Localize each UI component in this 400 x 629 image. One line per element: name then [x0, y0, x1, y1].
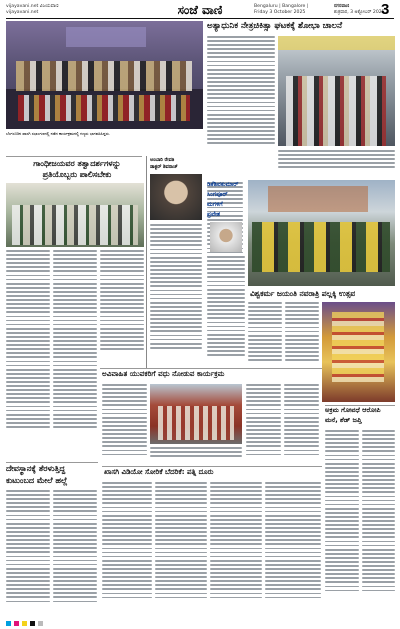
- convocation-photo: [6, 21, 203, 129]
- vishwakarma-headline: ವಿಶ್ವಕರ್ಮ ಜಯಂತಿ ನವರಾತ್ರಿ ಪಲ್ಲಕ್ಕಿ ಉತ್ಸವ: [250, 289, 356, 298]
- header-website: vijayavani.net: [6, 10, 39, 15]
- header-city: Bengaluru | Bangalore |: [254, 4, 309, 9]
- video-body-col3: [210, 482, 262, 616]
- temple-body-col1: [6, 490, 50, 616]
- temple-rule: [6, 462, 98, 463]
- matchmaking-body-col4: [284, 384, 319, 462]
- dks-body-col: [207, 256, 245, 368]
- registration-marks: [6, 620, 394, 626]
- reg-mark-yellow: [22, 621, 27, 626]
- gandhi-event-photo: [6, 183, 144, 247]
- header-date: Friday 3 October 2025: [254, 10, 306, 15]
- palanquin-photo: [322, 302, 395, 402]
- eye-clinic-headline: ಅತ್ಯಾಧುನಿಕ ನೇತ್ರಚಿಕಿತ್ಸಾ ಘಟಕಕ್ಕೆ ಶೋಭಾ ಚಾಲನೆ: [207, 21, 343, 31]
- masthead-title: ಸಂಜೆ ವಾಣಿ: [177, 3, 223, 17]
- matchmaking-headline: ಅವಿವಾಹಿತ ಯುವಕರಿಗೆ ವಧು ನೋಡುವ ಕಾರ್ಯಕ್ರಮ: [102, 369, 225, 378]
- reg-mark-magenta: [14, 621, 19, 626]
- video-rule: [102, 466, 322, 467]
- cow-headline-line1: ಅಕ್ರಮ ಗೋವಧೆ ಆರೋಪಿ: [325, 406, 381, 414]
- reg-mark-cyan: [6, 621, 11, 626]
- gandhi-body-col1: [6, 250, 50, 440]
- video-threat-headline: ಖಾಸಗಿ ವಿಡಿಯೋ ಸೋರಿಕೆ ಬೆದರಿಕೆ: ಪತ್ನಿ ದೂರು: [104, 468, 214, 476]
- gandhi-headline-line2: ಪ್ರತಿಯೊಬ್ಬರು ಪಾಲಿಸಬೇಕು: [42, 170, 112, 179]
- sidebar-title-1: ಅಂಬಾರಿ ರೇವತಿ: [150, 158, 175, 163]
- video-body-col4: [265, 482, 321, 616]
- vidhana-soudha-caption: [150, 447, 242, 463]
- vidhana-soudha-photo: [150, 384, 242, 444]
- dks-headline-1: ಡಿಕೆಶಿವಕುಮಾರ್: [207, 181, 239, 188]
- convocation-caption: ಬೆಂಗಳೂರಿನ ಖಾಸಗಿ ಸಭಾಂಗಣದಲ್ಲಿ ನಡೆದ ಕಾರ್ಯಕ್ರಮದಲ್ಲಿ ಗಣ್ಯರು ಭಾಗವಹಿಸಿದ್ದರು.: [6, 131, 110, 136]
- sidebar-portrait: [150, 174, 202, 220]
- vishwakarma-body-col1: [248, 302, 282, 368]
- gandhi-body-col3: [100, 250, 144, 362]
- matchmaking-body-col1: [102, 384, 147, 462]
- autorickshaw-photo: [248, 180, 395, 286]
- eye-clinic-photo: [278, 36, 395, 146]
- gandhi-body-col2: [53, 250, 97, 440]
- video-body-col1: [102, 482, 152, 616]
- temple-headline-line2: ಕುಟುಂಬದ ಮೇಲೆ ಹಲ್ಲೆ: [6, 476, 68, 485]
- sidebar-title-2: ಡಾಕ್ಟರ್ ಶಿವರಾಜ್: [150, 165, 178, 170]
- cow-body-col2: [362, 430, 395, 616]
- page-number: 3: [381, 1, 390, 18]
- video-body-col2: [155, 482, 207, 616]
- dks-headline-3: ಮಗಳಿಗೆ: [207, 201, 223, 208]
- temple-body-col2: [53, 490, 97, 616]
- vishwakarma-body-col2: [285, 302, 319, 368]
- header-section-label: ನಗರವಾಣಿ: [334, 4, 350, 9]
- gandhi-headline-line1: ಗಾಂಧೀಜಯವರ ತತ್ವಾದರ್ಶಗಳನ್ನು: [33, 159, 121, 168]
- matchmaking-body-col3: [246, 384, 281, 462]
- gandhi-rule: [6, 156, 142, 157]
- dks-headline-4: ಪ್ರವೇಶ: [207, 211, 221, 218]
- header-kannada-date: ಶುಕ್ರವಾರ, 3 ಅಕ್ಟೋಬರ್ 2025: [334, 10, 385, 15]
- header-left-label: vijayavani.net ವಿಜಯವಾಣಿ: [6, 4, 59, 9]
- reg-mark-black: [30, 621, 35, 626]
- eye-clinic-body: [207, 36, 275, 156]
- cow-headline-line2: ಮನೆ, ಶೆಡ್ ಜಪ್ತಿ: [325, 416, 362, 424]
- dks-headline-2: ಸಿಂಗಪೂರ್: [207, 191, 228, 198]
- sidebar-body: [150, 224, 202, 364]
- cow-body-col1: [325, 430, 359, 616]
- eye-clinic-caption-lines: [278, 150, 395, 178]
- header-rule: [6, 18, 394, 19]
- reg-mark-grey: [38, 621, 43, 626]
- temple-headline-line1: ದೇವಸ್ಥಾನಕ್ಕೆ ತೆರಳುತ್ತಿದ್ದ: [6, 464, 66, 473]
- dks-portrait: [210, 222, 242, 252]
